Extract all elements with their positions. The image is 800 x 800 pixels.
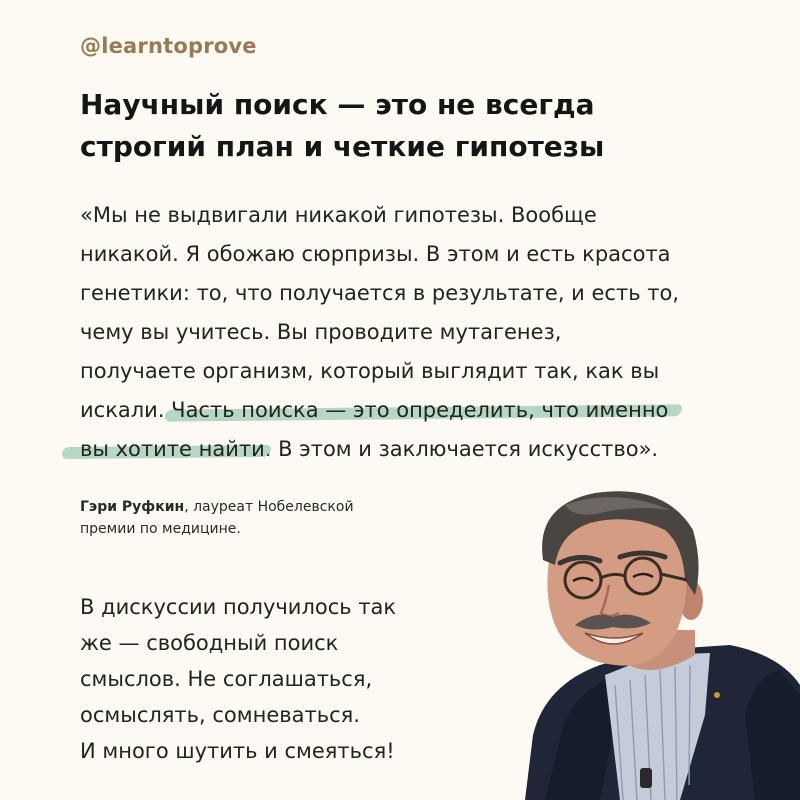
author-name: Гэри Руфкин	[80, 499, 185, 515]
title-line: Научный поиск — это не всегда	[80, 88, 595, 121]
title-line: строгий план и четкие гипотезы	[80, 130, 605, 163]
quote-block	[80, 196, 740, 469]
discussion-text	[80, 589, 500, 769]
author-desc: премии по медицине.	[80, 521, 241, 537]
author-desc: , лауреат Нобелевской	[184, 499, 354, 515]
quote-line: получаете организм, который выглядит так, как вы	[80, 359, 660, 383]
quote-line: «Мы не выдвигали никакой гипотезы. Вообще	[80, 203, 597, 227]
discussion-line: И много шутить и смеяться!	[80, 739, 395, 763]
page-title	[80, 84, 720, 168]
quote-line: чему вы учитесь. Вы проводите мутагенез,	[80, 320, 562, 344]
brand-handle: @learntoprove	[80, 34, 257, 58]
discussion-line: В дискуссии получилось так	[80, 595, 397, 619]
quote-line	[80, 430, 740, 469]
highlighted-text: Часть поиска — это определить, что именно	[171, 398, 669, 422]
highlighted-text: вы хотите найти	[80, 437, 265, 461]
discussion-line: смыслов. Не соглашаться,	[80, 667, 373, 691]
discussion-line: осмыслять, сомневаться.	[80, 703, 360, 727]
portrait-photo	[505, 485, 800, 800]
quote-text: искали.	[80, 398, 172, 422]
quote-line	[80, 391, 740, 430]
quote-line: никакой. Я обожаю сюрпризы. В этом и есть красота	[80, 242, 671, 266]
quote-line: генетики: то, что получается в результате, и есть то,	[80, 281, 680, 305]
discussion-line: же — свободный поиск	[80, 631, 339, 655]
quote-attribution	[80, 496, 440, 540]
quote-text: . В этом и заключается искусство».	[264, 437, 659, 461]
